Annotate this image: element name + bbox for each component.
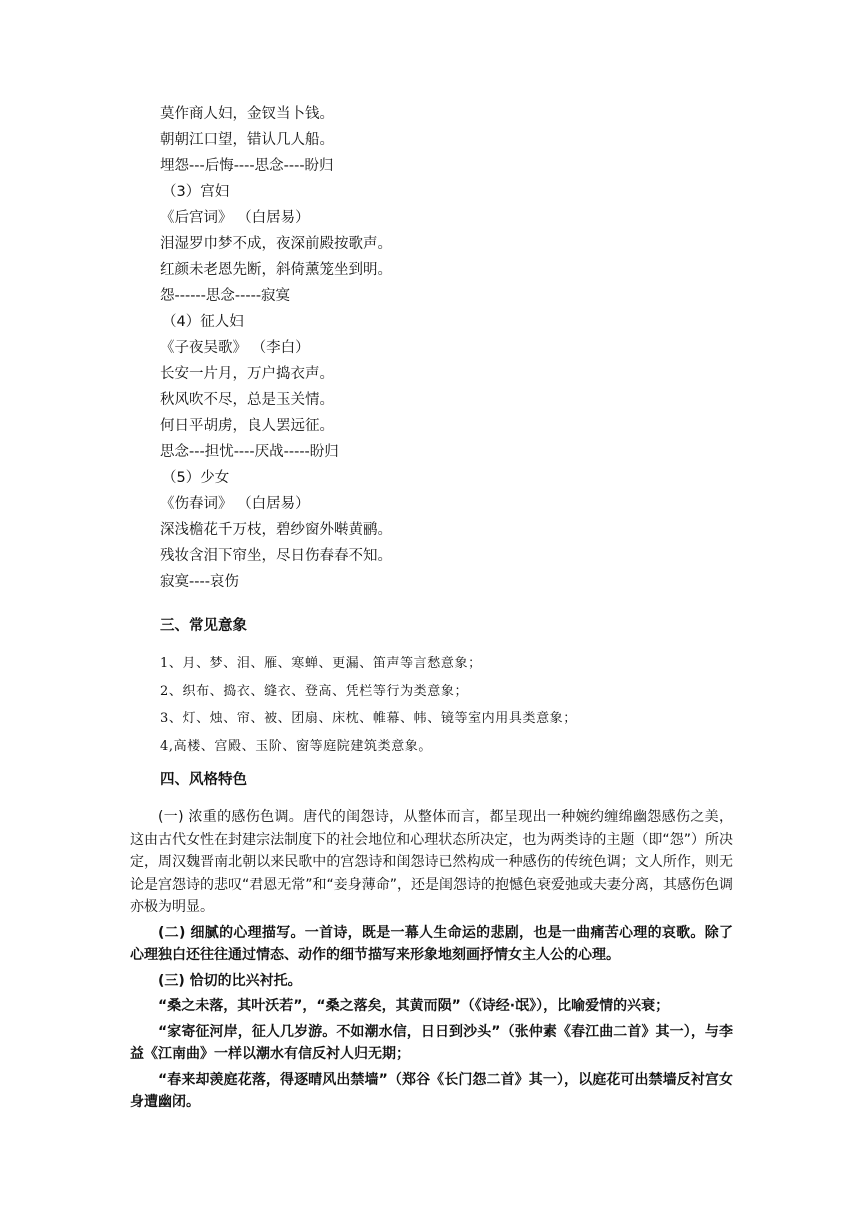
poem-title: 《伤春词》 （白居易） [160, 496, 310, 512]
paragraph-quote: “春来却羡庭花落，得逐晴风出禁墙”（郑谷《长门怨二首》其一），以庭花可出禁墙反衬宫女身遭幽闭。 [130, 1071, 733, 1110]
poem-subheading: （5）少女 [162, 470, 230, 486]
poem-line: 残妆含泪下帘坐，尽日伤春春不知。 [160, 548, 392, 564]
poem-examples [160, 101, 760, 595]
poem-line: 朝朝江口望，错认几人船。 [160, 132, 334, 148]
poem-subheading: （4）征人妇 [162, 314, 244, 330]
paragraph-quote: “桑之未落，其叶沃若”，“桑之落矣，其黄而陨”（《诗经·氓》），比喻爱情的兴衰； [158, 998, 670, 1014]
poem-title: 《后宫词》 （白居易） [160, 210, 310, 226]
paragraph-psychology: (二) 细腻的心理描写。一首诗，既是一幕人生命运的悲剧，也是一曲痛苦心理的哀歌。除了心理独白还往往通过情态、动作的细节描写来形象地刻画抒情女主人公的心理。 [130, 924, 733, 963]
section-heading-style: 四、风格特色 [160, 772, 247, 788]
imagery-list [160, 650, 760, 760]
paragraph-metaphor-heading: (三) 恰切的比兴衬托。 [158, 972, 302, 989]
poem-line: 何日平胡虏，良人罢远征。 [160, 418, 334, 434]
poem-line: 红颜未老恩先断，斜倚薰笼坐到明。 [160, 262, 392, 278]
imagery-item: 4,高楼、宫殿、玉阶、窗等庭院建筑类意象。 [160, 738, 433, 754]
poem-line: 莫作商人妇，金钗当卜钱。 [160, 106, 334, 122]
poem-theme-line: 思念---担忧----厌战-----盼归 [160, 444, 339, 460]
style-features [130, 806, 733, 1117]
imagery-item: 3、灯、烛、帘、被、团扇、床枕、帷幕、帏、镜等室内用具类意象； [160, 711, 577, 726]
poem-theme-line: 埋怨---后悔----思念----盼归 [160, 158, 334, 174]
poem-line: 深浅檐花千万枝，碧纱窗外啭黄鹂。 [160, 522, 392, 538]
paragraph-sentiment: (一) 浓重的感伤色调。唐代的闺怨诗，从整体而言，都呈现出一种婉约缠绵幽怨感伤之美， 这由古代女性在封建宗法制度下的社会地位和心理状态所决定，也为两类诗的主题（即“怨”）所决定，周汉魏晋南北朝以来民歌中的宫怨诗和闺怨诗已然构成一种感伤的传统色调；文人所作，则无论是宫怨诗的悲叹“君恩无常”和“妾身薄命”，还是闺怨诗的抱憾色衰爱弛或夫妻分离，其感伤色调亦极为明显。 [130, 809, 734, 915]
poem-line: 长安一片月，万户捣衣声。 [160, 366, 334, 382]
imagery-item: 1、月、梦、泪、雁、寒蝉、更漏、笛声等言愁意象； [160, 656, 482, 671]
section-heading-imagery: 三、常见意象 [160, 618, 247, 634]
poem-theme-line: 怨------思念-----寂寞 [160, 288, 291, 304]
poem-subheading: （3）宫妇 [162, 184, 230, 200]
poem-line: 泪湿罗巾梦不成，夜深前殿按歌声。 [160, 236, 392, 252]
poem-title: 《子夜吴歌》 （李白） [160, 340, 310, 356]
imagery-item: 2、织布、捣衣、缝衣、登高、凭栏等行为类意象； [160, 683, 469, 699]
poem-theme-line: 寂寞----哀伤 [160, 574, 239, 590]
poem-line: 秋风吹不尽，总是玉关情。 [160, 392, 334, 408]
paragraph-quote: “家寄征河岸，征人几岁游。不如潮水信，日日到沙头”（张仲素《春江曲二首》其一），与李益《江南曲》一样以潮水有信反衬人归无期； [130, 1023, 733, 1062]
